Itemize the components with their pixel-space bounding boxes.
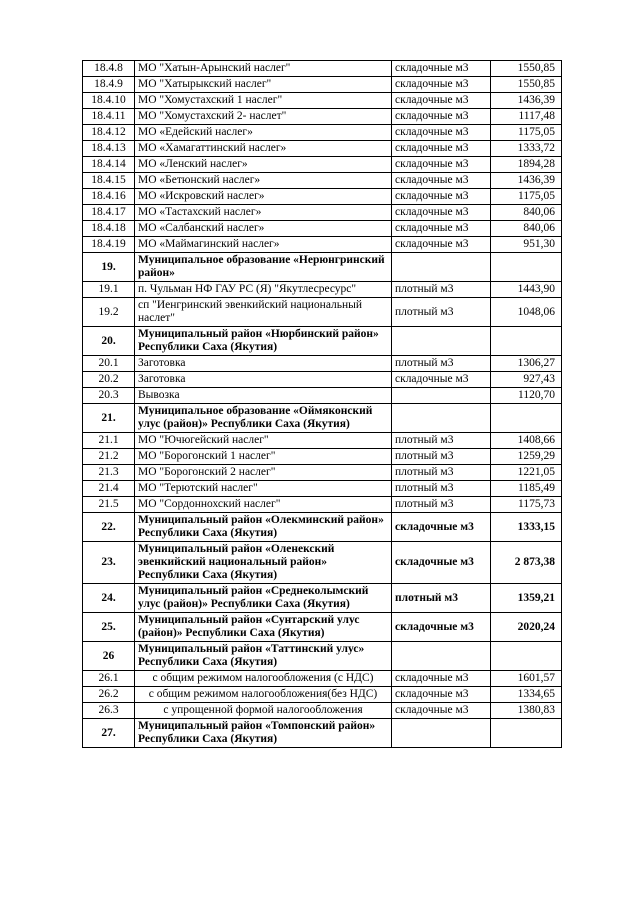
table-row [83, 327, 562, 356]
row-name-cell: п. Чульман НФ ГАУ РС (Я) "Якутлесресурс" [135, 282, 392, 298]
row-name-cell: Муниципальный район «Оленекский эвенкийский национальный район» Республики Саха (Якутия) [135, 542, 392, 584]
row-value-cell: 1175,05 [491, 125, 562, 141]
row-name-cell: МО «Салбанский наслег» [135, 221, 392, 237]
table-row [83, 687, 562, 703]
table-row [83, 93, 562, 109]
row-value-cell: 1333,72 [491, 141, 562, 157]
row-unit-cell: плотный м3 [392, 298, 491, 327]
row-name-cell: МО «Тастахский наслег» [135, 205, 392, 221]
row-unit-cell [392, 253, 491, 282]
row-name-cell: МО "Хомустахский 1 наслег" [135, 93, 392, 109]
row-name-cell: Муниципальный район «Олекминский район» Республики Саха (Якутия) [135, 513, 392, 542]
row-value-cell: 1894,28 [491, 157, 562, 173]
table-row [83, 61, 562, 77]
row-value-cell: 1436,39 [491, 93, 562, 109]
row-value-cell: 1117,48 [491, 109, 562, 125]
table-row [83, 221, 562, 237]
table-row [83, 109, 562, 125]
row-value-cell [491, 642, 562, 671]
row-number-cell: 18.4.13 [83, 141, 135, 157]
row-value-cell: 1408,66 [491, 433, 562, 449]
row-name-cell: сп "Иенгринский эвенкийский национальный наслет" [135, 298, 392, 327]
row-value-cell: 1443,90 [491, 282, 562, 298]
row-number-cell: 27. [83, 719, 135, 748]
table-row [83, 433, 562, 449]
row-unit-cell: складочные м3 [392, 372, 491, 388]
row-unit-cell: складочные м3 [392, 237, 491, 253]
row-value-cell: 1048,06 [491, 298, 562, 327]
table-row [83, 237, 562, 253]
row-unit-cell: складочные м3 [392, 61, 491, 77]
table-row [83, 253, 562, 282]
row-value-cell: 1306,27 [491, 356, 562, 372]
row-name-cell: МО «Ленский наслег» [135, 157, 392, 173]
row-number-cell: 18.4.16 [83, 189, 135, 205]
table-row [83, 449, 562, 465]
row-number-cell: 18.4.12 [83, 125, 135, 141]
row-value-cell: 1175,73 [491, 497, 562, 513]
row-number-cell: 19. [83, 253, 135, 282]
row-unit-cell: складочные м3 [392, 671, 491, 687]
price-table-body [83, 61, 562, 748]
row-name-cell: МО "Ючюгейский наслег" [135, 433, 392, 449]
row-unit-cell: складочные м3 [392, 703, 491, 719]
table-row [83, 141, 562, 157]
row-number-cell: 21. [83, 404, 135, 433]
row-unit-cell: плотный м3 [392, 433, 491, 449]
row-number-cell: 18.4.8 [83, 61, 135, 77]
row-unit-cell [392, 388, 491, 404]
row-number-cell: 23. [83, 542, 135, 584]
row-value-cell: 1185,49 [491, 481, 562, 497]
row-value-cell: 1380,83 [491, 703, 562, 719]
row-unit-cell: складочные м3 [392, 542, 491, 584]
row-name-cell: МО "Борогонский 1 наслег" [135, 449, 392, 465]
row-value-cell: 1550,85 [491, 77, 562, 93]
row-value-cell: 840,06 [491, 221, 562, 237]
row-number-cell: 26 [83, 642, 135, 671]
row-unit-cell: складочные м3 [392, 109, 491, 125]
table-row [83, 125, 562, 141]
row-name-cell: Муниципальный район «Таттинский улус» Республики Саха (Якутия) [135, 642, 392, 671]
row-unit-cell: складочные м3 [392, 141, 491, 157]
row-number-cell: 20.2 [83, 372, 135, 388]
row-name-cell: с упрощенной формой налогообложения [135, 703, 392, 719]
row-unit-cell: складочные м3 [392, 125, 491, 141]
row-name-cell: МО «Искровский наслег» [135, 189, 392, 205]
row-name-cell: МО «Маймагинский наслег» [135, 237, 392, 253]
table-row [83, 671, 562, 687]
price-table [82, 60, 562, 748]
row-number-cell: 26.1 [83, 671, 135, 687]
row-number-cell: 22. [83, 513, 135, 542]
row-name-cell: МО "Хомустахский 2- наслет" [135, 109, 392, 125]
table-row [83, 77, 562, 93]
row-number-cell: 18.4.19 [83, 237, 135, 253]
table-row [83, 481, 562, 497]
row-name-cell: МО "Сордоннохский наслег" [135, 497, 392, 513]
row-unit-cell: плотный м3 [392, 481, 491, 497]
row-name-cell: с общим режимом налогообложения(без НДС) [135, 687, 392, 703]
row-value-cell [491, 327, 562, 356]
row-name-cell: Муниципальный район «Томпонский район» Республики Саха (Якутия) [135, 719, 392, 748]
row-number-cell: 26.3 [83, 703, 135, 719]
row-number-cell: 19.2 [83, 298, 135, 327]
row-number-cell: 24. [83, 584, 135, 613]
row-unit-cell: плотный м3 [392, 465, 491, 481]
row-name-cell: Муниципальное образование «Нерюнгринский район» [135, 253, 392, 282]
row-value-cell: 1334,65 [491, 687, 562, 703]
row-value-cell: 1601,57 [491, 671, 562, 687]
row-value-cell: 840,06 [491, 205, 562, 221]
row-unit-cell: складочные м3 [392, 613, 491, 642]
row-unit-cell: складочные м3 [392, 173, 491, 189]
row-value-cell: 1120,70 [491, 388, 562, 404]
row-number-cell: 20. [83, 327, 135, 356]
row-name-cell: Заготовка [135, 372, 392, 388]
row-value-cell: 1550,85 [491, 61, 562, 77]
row-number-cell: 26.2 [83, 687, 135, 703]
table-row [83, 719, 562, 748]
row-number-cell: 20.1 [83, 356, 135, 372]
row-unit-cell: складочные м3 [392, 513, 491, 542]
row-number-cell: 18.4.9 [83, 77, 135, 93]
row-unit-cell: складочные м3 [392, 687, 491, 703]
row-number-cell: 21.4 [83, 481, 135, 497]
row-unit-cell: плотный м3 [392, 449, 491, 465]
row-unit-cell: плотный м3 [392, 584, 491, 613]
row-value-cell [491, 404, 562, 433]
row-unit-cell: складочные м3 [392, 157, 491, 173]
row-value-cell: 927,43 [491, 372, 562, 388]
row-name-cell: МО «Хамагаттинский наслег» [135, 141, 392, 157]
row-name-cell: Вывозка [135, 388, 392, 404]
table-row [83, 703, 562, 719]
row-value-cell: 1175,05 [491, 189, 562, 205]
row-unit-cell: складочные м3 [392, 77, 491, 93]
table-row [83, 157, 562, 173]
table-row [83, 189, 562, 205]
row-number-cell: 19.1 [83, 282, 135, 298]
row-unit-cell [392, 642, 491, 671]
table-row [83, 465, 562, 481]
row-value-cell: 1359,21 [491, 584, 562, 613]
row-number-cell: 21.3 [83, 465, 135, 481]
row-unit-cell: складочные м3 [392, 205, 491, 221]
row-name-cell: МО "Терютский наслег" [135, 481, 392, 497]
row-number-cell: 18.4.11 [83, 109, 135, 125]
row-number-cell: 21.1 [83, 433, 135, 449]
table-row [83, 205, 562, 221]
table-row [83, 584, 562, 613]
row-value-cell [491, 719, 562, 748]
row-value-cell: 1221,05 [491, 465, 562, 481]
table-row [83, 642, 562, 671]
row-value-cell: 1436,39 [491, 173, 562, 189]
row-number-cell: 18.4.10 [83, 93, 135, 109]
table-row [83, 542, 562, 584]
row-number-cell: 18.4.15 [83, 173, 135, 189]
row-name-cell: МО "Борогонский 2 наслег" [135, 465, 392, 481]
table-row [83, 372, 562, 388]
table-row [83, 388, 562, 404]
row-name-cell: МО «Бетюнский наслег» [135, 173, 392, 189]
row-name-cell: МО "Хатырыкский наслег" [135, 77, 392, 93]
row-unit-cell: складочные м3 [392, 189, 491, 205]
row-value-cell: 951,30 [491, 237, 562, 253]
table-row [83, 356, 562, 372]
row-number-cell: 18.4.17 [83, 205, 135, 221]
row-name-cell: Муниципальное образование «Оймяконский улус (район)» Республики Саха (Якутия) [135, 404, 392, 433]
row-value-cell: 1259,29 [491, 449, 562, 465]
table-row [83, 497, 562, 513]
table-row [83, 613, 562, 642]
row-value-cell: 2 873,38 [491, 542, 562, 584]
row-unit-cell [392, 327, 491, 356]
row-number-cell: 21.5 [83, 497, 135, 513]
row-unit-cell: складочные м3 [392, 221, 491, 237]
row-value-cell: 2020,24 [491, 613, 562, 642]
table-row [83, 282, 562, 298]
row-unit-cell: плотный м3 [392, 497, 491, 513]
row-name-cell: МО "Хатын-Арынский наслег" [135, 61, 392, 77]
row-number-cell: 18.4.14 [83, 157, 135, 173]
table-row [83, 513, 562, 542]
table-row [83, 173, 562, 189]
row-unit-cell: плотный м3 [392, 356, 491, 372]
row-name-cell: Муниципальный район «Нюрбинский район» Республики Саха (Якутия) [135, 327, 392, 356]
row-value-cell: 1333,15 [491, 513, 562, 542]
row-name-cell: Муниципальный район «Сунтарский улус (район)» Республики Саха (Якутия) [135, 613, 392, 642]
table-row [83, 404, 562, 433]
row-unit-cell: плотный м3 [392, 282, 491, 298]
row-name-cell: МО «Едейский наслег» [135, 125, 392, 141]
row-unit-cell [392, 719, 491, 748]
row-name-cell: с общим режимом налогообложения (с НДС) [135, 671, 392, 687]
row-name-cell: Муниципальный район «Среднеколымский улус (район)» Республики Саха (Якутия) [135, 584, 392, 613]
row-number-cell: 18.4.18 [83, 221, 135, 237]
row-unit-cell [392, 404, 491, 433]
document-page [82, 60, 561, 748]
row-value-cell [491, 253, 562, 282]
row-number-cell: 25. [83, 613, 135, 642]
row-name-cell: Заготовка [135, 356, 392, 372]
row-unit-cell: складочные м3 [392, 93, 491, 109]
row-number-cell: 20.3 [83, 388, 135, 404]
table-row [83, 298, 562, 327]
row-number-cell: 21.2 [83, 449, 135, 465]
